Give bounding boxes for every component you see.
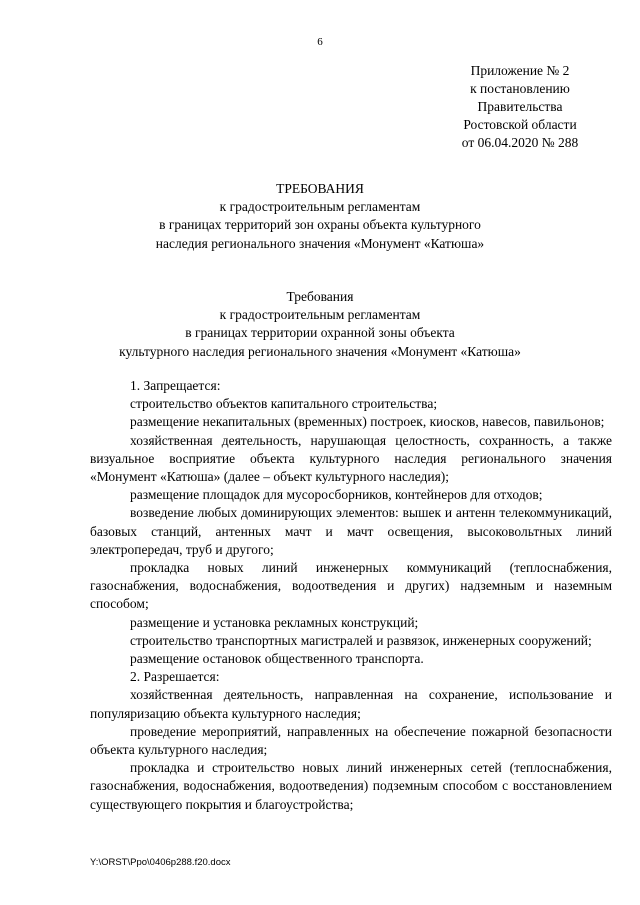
paragraph: 1. Запрещается: (130, 378, 221, 393)
title-line: к градостроительным регламентам (219, 307, 421, 323)
paragraph: строительство объектов капитального строительства; (130, 396, 438, 412)
appendix-line: Ростовской области (463, 117, 577, 132)
paragraph: размещение площадок для мусоросборников, контейнеров для отходов; (130, 487, 543, 503)
paragraph: хозяйственная деятельность, нарушающая целостность, сохранность, а также визуальное восприятие объекта культурного наследия регионального значения «Монумент «Катюша» (далее – объект культурного наследия); (90, 432, 612, 485)
paragraph: прокладка и строительство новых линий инженерных сетей (теплоснабжения, газоснабжения, водоснабжения, водоотведения) подземным способом с восстановлением существующего покрытия и благоустройства; (90, 760, 612, 812)
paragraph: размещение остановок общественного транспорта. (130, 651, 424, 667)
appendix-block (420, 62, 620, 152)
appendix-line: к постановлению (470, 81, 570, 96)
title-line: к градостроительным регламентам (219, 199, 421, 215)
paragraph: размещение некапитальных (временных) построек, киосков, навесов, павильонов; (130, 414, 605, 430)
document-title (90, 180, 550, 253)
appendix-line: от 06.04.2020 № 288 (461, 135, 579, 150)
paragraph: прокладка новых линий инженерных коммуникаций (теплоснабжения, газоснабжения, водоснабжения, водоотведения и других) надземным и наземным способом; (90, 560, 612, 612)
appendix-line: Правительства (477, 99, 563, 114)
title-line: ТРЕБОВАНИЯ (276, 181, 364, 196)
paragraph: проведение мероприятий, направленных на обеспечение пожарной безопасности объекта культурного наследия; (90, 723, 612, 758)
section-title (90, 288, 550, 361)
title-line: наследия регионального значения «Монумент «Катюша» (155, 235, 485, 251)
paragraph: 2. Разрешается: (130, 669, 220, 685)
appendix-line: Приложение № 2 (470, 63, 570, 78)
paragraph: возведение любых доминирующих элементов: вышек и антенн телекоммуникаций, базовых станций, антенных мачт и мачт освещения, высоковольтных линий электропередач, труб и другого; (90, 505, 612, 557)
title-line: Требования (286, 289, 354, 304)
title-line: культурного наследия регионального значения «Монумент «Катюша» (119, 343, 521, 359)
paragraph: размещение и установка рекламных конструкций; (130, 614, 419, 630)
title-line: в границах территорий зон охраны объекта культурного (159, 217, 481, 233)
file-path-footer: Y:\ORST\Ppo\0406p288.f20.docx (90, 857, 231, 868)
paragraph: хозяйственная деятельность, направленная на сохранение, использование и популяризацию объекта культурного наследия; (90, 687, 612, 721)
title-line: в границах территории охранной зоны объекта (185, 325, 455, 341)
document-body (90, 377, 612, 814)
paragraph: строительство транспортных магистралей и развязок, инженерных сооружений; (130, 632, 592, 648)
page-number: 6 (317, 36, 323, 48)
